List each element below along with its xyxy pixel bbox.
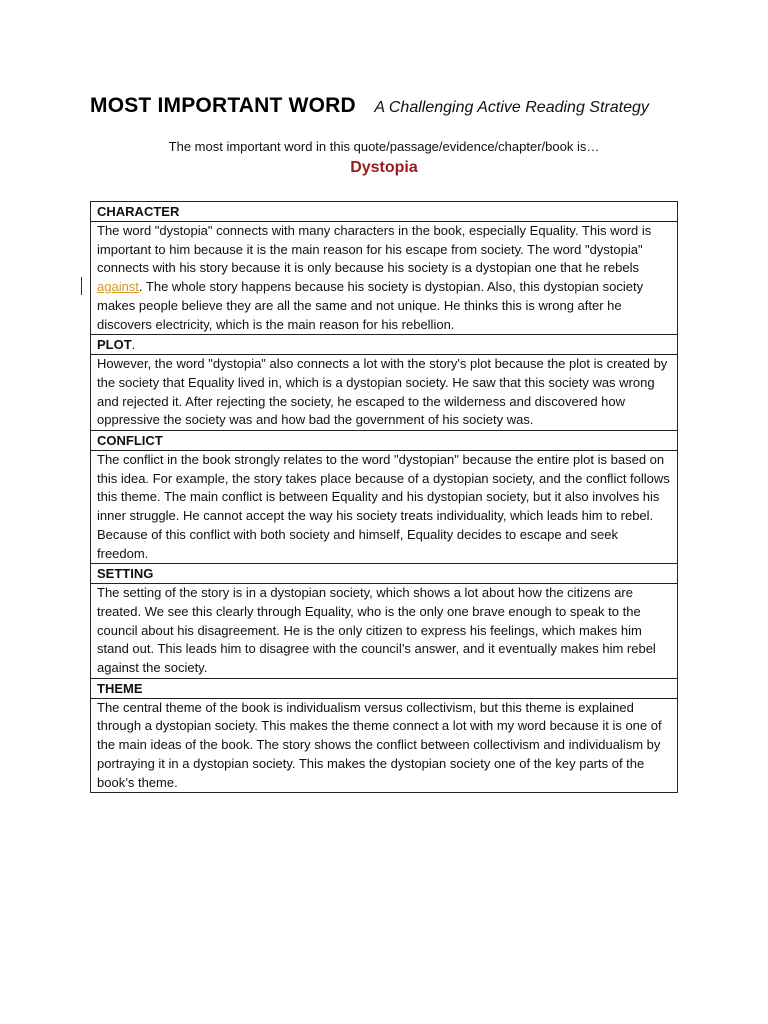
section-body-setting[interactable] (91, 584, 678, 679)
section-header-conflict (91, 431, 678, 451)
section-text: However, the word "dystopia" also connects a lot with the story's plot because the plot is created by the society that Equality lived in, which is a dystopian society. He saw that this society was wrong and rejected it. After rejecting the society, he escaped to the wilderness and discovered how oppressive the society was and how bad the government of his society was. (97, 356, 668, 428)
section-text: The central theme of the book is individualism versus collectivism, but this theme is explained through a dystopian society. This makes the theme connect a lot with my word because it is one of the main ideas of the book. The story shows the conflict between collectivism and individualism by portraying it in a dystopian society. This makes the dystopian society one of the key parts of the book’s theme. (97, 699, 662, 790)
section-body-character[interactable] (91, 222, 678, 335)
table-row (91, 564, 678, 584)
table-row (91, 431, 678, 451)
section-body-plot[interactable] (91, 355, 678, 431)
section-label: SETTING (97, 566, 154, 582)
important-word: Dystopia (350, 159, 418, 176)
table-row (91, 451, 678, 564)
section-label: CONFLICT (97, 433, 163, 449)
table-row (91, 355, 678, 431)
section-body-conflict[interactable] (91, 451, 678, 564)
table-row (91, 584, 678, 679)
table-row (91, 678, 678, 698)
section-label: PLOT (97, 337, 132, 353)
table-row (91, 202, 678, 222)
section-header-plot (91, 335, 678, 355)
section-label-suffix: . (131, 337, 136, 353)
section-body-theme[interactable] (91, 698, 678, 793)
page-subtitle: A Challenging Active Reading Strategy (374, 99, 649, 116)
section-text: The setting of the story is in a dystopian society, which shows a lot about how the citizens are treated. We see this clearly through Equality, who is the only one brave enough to speak to the council about his disagreement. He is the only citizen to express his feelings, which makes him stand out. This leads him to disagree with the council’s answer, and it eventually makes him rebel against the society. (97, 585, 656, 676)
table-row (91, 335, 678, 355)
intro-prompt: The most important word in this quote/passage/evidence/chapter/book is… (168, 139, 600, 154)
section-header-character (91, 202, 678, 222)
highlighted-word-link[interactable]: against (97, 279, 139, 295)
analysis-table (90, 201, 678, 793)
section-header-setting (91, 564, 678, 584)
section-text: The word "dystopia" connects with many characters in the book, especially Equality. This word is important to him because it is the main reason for his escape from society. The word "dystopia" connects with his story because it is only because his society is a dystopian one that he rebels (97, 223, 652, 276)
table-row (91, 698, 678, 793)
section-label: CHARACTER (97, 204, 180, 219)
section-header-theme (91, 678, 678, 698)
section-label: THEME (97, 680, 143, 696)
table-row (91, 222, 678, 335)
section-text: . The whole story happens because his society is dystopian. Also, this dystopian society makes people believe they are all the same and not unique. He thinks this is wrong after he discovers electricity, which is the main reason for his rebellion. (97, 279, 644, 332)
title-line (90, 94, 649, 118)
section-text: The conflict in the book strongly relates to the word "dystopian" because the entire plot is based on this idea. For example, the story takes place because of a dystopian society, and the conflict follows this theme. The main conflict is between Equality and his dystopian society, but it also involves his inner struggle. He cannot accept the way his society treats individuality, which leads him to rebel. Because of this conflict with both society and himself, Equality decides to escape and seek freedom. (97, 452, 670, 561)
page-title: MOST IMPORTANT WORD (90, 94, 356, 117)
text-cursor (81, 277, 82, 295)
